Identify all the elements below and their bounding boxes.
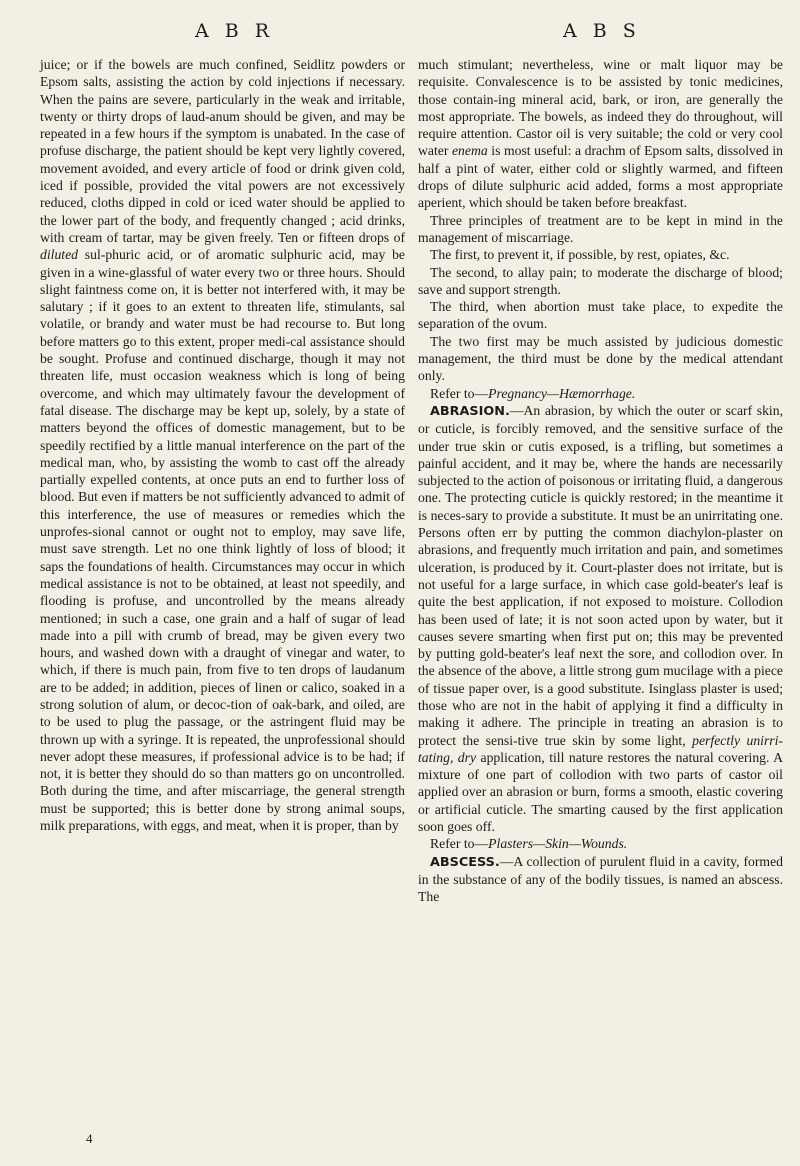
header-left: A B R	[195, 20, 275, 42]
paragraph: Three principles of treatment are to be kept in mind in the management of miscarriage.	[418, 212, 783, 245]
paragraph: much stimulant; nevertheless, wine or malt liquor may be requisite. Convalescence is to be assisted by tonic medicines, those contain-ing mineral acid, bark, or iron, are generally the most appropriate. The bowels, as indeed they do throughout, will require attention. Castor oil is very suitable; the cold or very cool water enema is most useful: a drachm of Epsom salts, dissolved in half a pint of water, either cold or slightly warmed, and fifteen drops of dilute sulphuric acid added, forms a most appropriate aperient, which should be taken before breakfast.	[418, 57, 783, 211]
paragraph: juice; or if the bowels are much confined, Seidlitz powders or Epsom salts, assisting the action by cold injections if necessary. When the pains are severe, particularly in the weak and irritable, twenty or thirty drops of laud-anum should be given, and may be repeated in a few hours if the symptom is unabated. In the case of profuse discharge, the patient should be kept very lightly covered, movement avoided, and every article of food or drink given cold, iced if possible, provided the vital powers are not excessively reduced, cloths dipped in cold or iced water should be applied to the lower part of the body, and frequently changed ; acid drinks, with cream of tartar, may be given freely. Ten or fifteen drops of diluted sul-phuric acid, or of aromatic sulphuric acid, may be given in a wine-glassful of water every two or three hours. Should slight faintness come on, it is better not interfered with, it may be salutary ; if it goes to an extent to threaten life, stimulants, sal volatile, or brandy and water must be had recourse to. But long before matters go to this extent, proper medi-cal assistance should be sought. Profuse and continued discharge, though it may not threaten life, must occasion weakness which is long of being overcome, and which may ultimately favour the development of fatal disease. The discharge may be kept up, solely, by a state of matters beyond the offices of domestic management, but to be speedily rectified by a little manual interference on the part of the medical man, who, by assisting the womb to cast off the already partially expelled contents, at once puts an end to further loss of blood. But even if matters be not sufficiently advanced to admit of this interference, the use of measures or remedies which the unprofes-sional cannot or ought not to employ, may save life, must save strength. Let no one think lightly of loss of blood; it saps the foundations of health. Circumstances may occur in which medical assistance is not to be obtained, at least not speedily, and flooding is profuse, and uncontrolled by the means already mentioned; in such a case, one grain and a half of sugar of lead made into a pill with crumb of bread, may be given every two hours, and washed down with a draught of vinegar and water, to which, if there is much pain, from five to ten drops of laudanum are to be added; in addition, pieces of linen or calico, soaked in a strong solution of alum, or decoc-tion of oak-bark, and oiled, are to be used to plug the passage, or the astringent fluid may be thrown up with a syringe. It is repeated, the unprofessional should never adopt these measures, if professional advice is to be had; if not, it is better they should do so than matters go on uncontrolled. Both during the time, and after miscarriage, the general strength must be supported; this is better done by strong animal soups, milk preparations, with eggs, and meat, when it is proper, than by	[40, 57, 405, 834]
paragraph: The first, to prevent it, if possible, by rest, opiates, &c.	[430, 247, 730, 263]
cross-reference: Refer to—Plasters—Skin—Wounds.	[430, 836, 628, 852]
left-column	[40, 56, 405, 834]
page-number: 4	[86, 1131, 93, 1146]
paragraph: The two first may be much assisted by judicious domestic management, the third must be done by the medical attendant only.	[418, 333, 783, 384]
running-header	[0, 20, 800, 50]
entry-heading: ABSCESS.	[430, 854, 500, 870]
paragraph: The second, to allay pain; to moderate the discharge of blood; save and support strength.	[418, 264, 783, 297]
paragraph: The third, when abortion must take place, to expedite the separation of the ovum.	[418, 299, 783, 332]
header-right: A B S	[563, 20, 641, 42]
entry-abscess: ABSCESS.—A collection of purulent fluid in a cavity, formed in the substance of any of the bodily tissues, is named an abscess. The	[418, 853, 783, 905]
right-column	[418, 56, 783, 906]
cross-reference: Refer to—Pregnancy—Hæmorrhage.	[430, 385, 636, 401]
entry-abrasion: ABRASION.—An abrasion, by which the outer or scarf skin, or cuticle, is forcibly removed, and the sensitive surface of the under true skin or cutis exposed, is a trifling, but sometimes a painful accident, and it may be, where the hands are necessarily subjected to the action of poisonous or irritating fluid, a dangerous one. The protecting cuticle is quickly restored; in the meantime it is neces-sary to provide a substitute. It must be an unirritating one. Persons often err by putting the common diachylon-plaster on abrasions, and frequently much irritation and pain, and sometimes ulceration, is produced by it. Court-plaster does not irritate, but is not useful for a large surface, in which case gold-beater's leaf is quite the best application, if not exposed to moisture. Collodion has been used of late; it is not soon acted upon by water, but it causes severe smarting when first put on; this may be prevented by putting gold-beater's leaf next the sore, and collodion over. In the absence of the above, a little strong gum mucilage with a piece of tissue paper over, is a good substitute. Isinglass plaster is used; those who are not in the habit of applying it find a difficulty in making it adhere. The principle in treating an abrasion is to protect the sensi-tive true skin by some light, perfectly unirri-tating, dry application, till nature restores the natural covering. A mixture of one part of collodion with two parts of castor oil applied over an abrasion or burn, forms a smooth, elastic covering or artificial cuticle. The smarting caused by the first application soon goes off.	[418, 402, 784, 835]
entry-heading: ABRASION.	[430, 403, 510, 419]
